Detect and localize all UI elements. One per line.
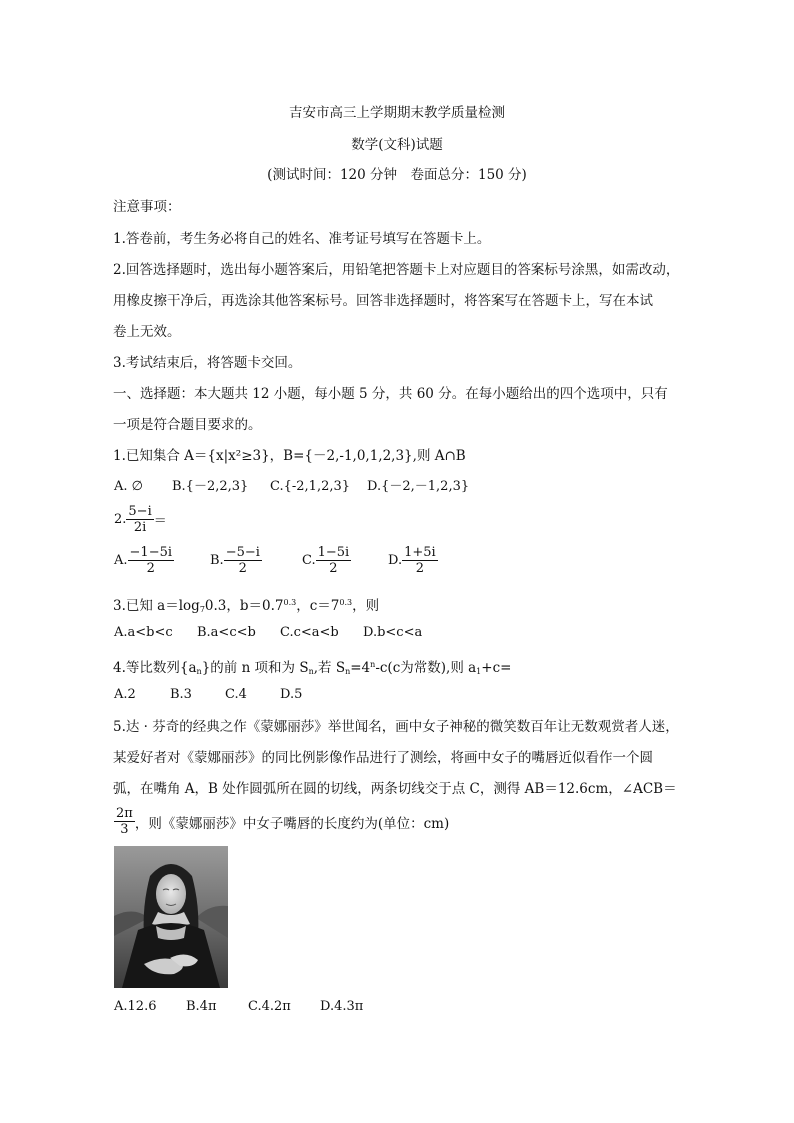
q3-text-3: ，c＝7: [296, 598, 340, 614]
q2-option-c-fraction: [316, 545, 352, 576]
q5-option-d: D.4.3π: [320, 999, 364, 1014]
q5-line-4: [114, 806, 449, 837]
q2-option-b-label: B.: [210, 553, 224, 568]
exam-subtitle: 数学(文科)试题: [351, 137, 443, 153]
q2-option-d-numerator: 1+5i: [404, 545, 436, 560]
q3-log-base: 7: [199, 605, 205, 614]
q3-option-b: B.a<c<b: [197, 625, 256, 640]
q3-exponent-b: 0.3: [283, 598, 297, 607]
note-1: 1.答卷前，考生务必将自己的姓名、准考证号填写在答题卡上。: [113, 231, 491, 247]
q3-stem: [113, 594, 379, 619]
q2-option-a-label: A.: [114, 553, 128, 568]
q4-text-3: ,若 S: [313, 660, 346, 676]
q2-option-b-numerator: −5−i: [225, 545, 260, 560]
q3-exponent-c: 0.3: [339, 598, 353, 607]
q1-option-a: A. ∅: [114, 479, 143, 494]
q2-stem-denominator: 2i: [133, 520, 147, 535]
note-2-line-2: 用橡皮擦干净后，再选涂其他答案标号。回答非选择题时，将答案写在答题卡上，写在本试: [113, 293, 653, 309]
q2-stem: [114, 504, 167, 535]
q5-angle-numerator: 2π: [116, 806, 133, 821]
q2-option-d-fraction: [402, 545, 438, 576]
note-2-line-1: 2.回答选择题时，选出每小题答案后，用铅笔把答题卡上对应题目的答案标号涂黑，如需改动，: [113, 262, 680, 278]
section-1-line-2: 一项是符合题目要求的。: [113, 417, 262, 433]
q4-stem: [113, 656, 511, 681]
q2-stem-fraction: [126, 504, 153, 535]
exam-info: (测试时间：120 分钟 卷面总分：150 分): [267, 167, 527, 183]
exam-title: 吉安市高三上学期期末教学质量检测: [289, 105, 505, 121]
q2-option-b-denominator: 2: [238, 561, 247, 576]
section-1-line-1: 一、选择题：本大题共 12 小题，每小题 5 分，共 60 分。在每小题给出的四个选项中，只有: [113, 386, 668, 402]
q1-stem: 1.已知集合 A＝{x|x²≥3}，B={－2,-1,0,1,2,3},则 A∩B: [113, 448, 466, 464]
q5-angle-fraction: [114, 806, 135, 837]
q4-sub-1: n: [196, 667, 202, 676]
q2-option-c-numerator: 1−5i: [317, 545, 350, 560]
q2-option-a-fraction: [128, 545, 175, 576]
q5-angle-denominator: 3: [120, 822, 129, 837]
q2-option-d: [388, 545, 438, 576]
q4-text-5: -c(c为常数),则 a: [375, 660, 477, 676]
note-3: 3.考试结束后，将答题卡交回。: [113, 355, 302, 371]
q2-option-c: [302, 545, 351, 576]
q2-option-d-denominator: 2: [415, 561, 425, 576]
q2-option-d-label: D.: [388, 553, 403, 568]
q1-option-c: C.{-2,1,2,3}: [270, 479, 351, 494]
q4-sub-2: n: [308, 667, 314, 676]
q2-equals: ＝: [153, 514, 167, 529]
q5-line-4-text: ，则《蒙娜丽莎》中女子嘴唇的长度约为(单位：cm): [134, 815, 450, 832]
q4-text-4: =4: [350, 660, 371, 676]
note-2-line-3: 卷上无效。: [113, 324, 181, 340]
q4-option-d: D.5: [280, 687, 303, 702]
mona-lisa-image: [114, 846, 228, 988]
q5-option-a: A.12.6: [114, 999, 157, 1014]
q2-option-a: [114, 545, 174, 576]
q3-text-4: ，则: [352, 598, 380, 614]
q5-option-c: C.4.2π: [248, 999, 291, 1014]
q3-option-d: D.b<c<a: [363, 625, 423, 640]
q4-text-1: 4.等比数列{a: [113, 660, 197, 676]
q4-text-2: }的前 n 项和为 S: [201, 660, 309, 676]
q5-line-3: 弧，在嘴角 A，B 处作圆弧所在圆的切线，两条切线交于点 C，测得 AB＝12.6cm，∠ACB＝: [113, 781, 677, 797]
q5-option-b: B.4π: [186, 999, 217, 1014]
q2-option-c-denominator: 2: [329, 561, 338, 576]
q3-option-a: A.a<b<c: [114, 625, 173, 640]
q4-sub-4: 1: [476, 667, 482, 676]
q2-option-a-numerator: −1−5i: [129, 545, 173, 560]
q2-stem-numerator: 5−i: [128, 504, 152, 519]
q4-exponent: n: [370, 660, 376, 669]
notes-heading: 注意事项：: [113, 199, 181, 215]
q2-option-a-denominator: 2: [146, 561, 155, 576]
q1-option-d: D.{－2,－1,2,3}: [367, 479, 470, 494]
q3-text-2: 0.3，b＝0.7: [204, 598, 284, 614]
q2-option-c-label: C.: [302, 553, 316, 568]
q4-option-c: C.4: [225, 687, 247, 702]
q5-line-2: 某爱好者对《蒙娜丽莎》的同比例影像作品进行了测绘，将画中女子的嘴唇近似看作一个圆: [113, 750, 653, 766]
q3-text-1: 3.已知 a＝log: [113, 598, 200, 614]
q4-sub-3: n: [345, 667, 351, 676]
q5-line-1: 5.达 · 芬奇的经典之作《蒙娜丽莎》举世闻名，画中女子神秘的微笑数百年让无数观赏者人迷，: [113, 719, 679, 735]
q1-option-b: B.{－2,2,3}: [172, 479, 249, 494]
q2-option-b-fraction: [224, 545, 262, 576]
q3-option-c: C.c<a<b: [280, 625, 339, 640]
q4-option-b: B.3: [170, 687, 192, 702]
q2-label: 2.: [114, 512, 127, 527]
q4-option-a: A.2: [114, 687, 136, 702]
q2-option-b: [210, 545, 262, 576]
q4-text-6: +c=: [481, 660, 512, 676]
